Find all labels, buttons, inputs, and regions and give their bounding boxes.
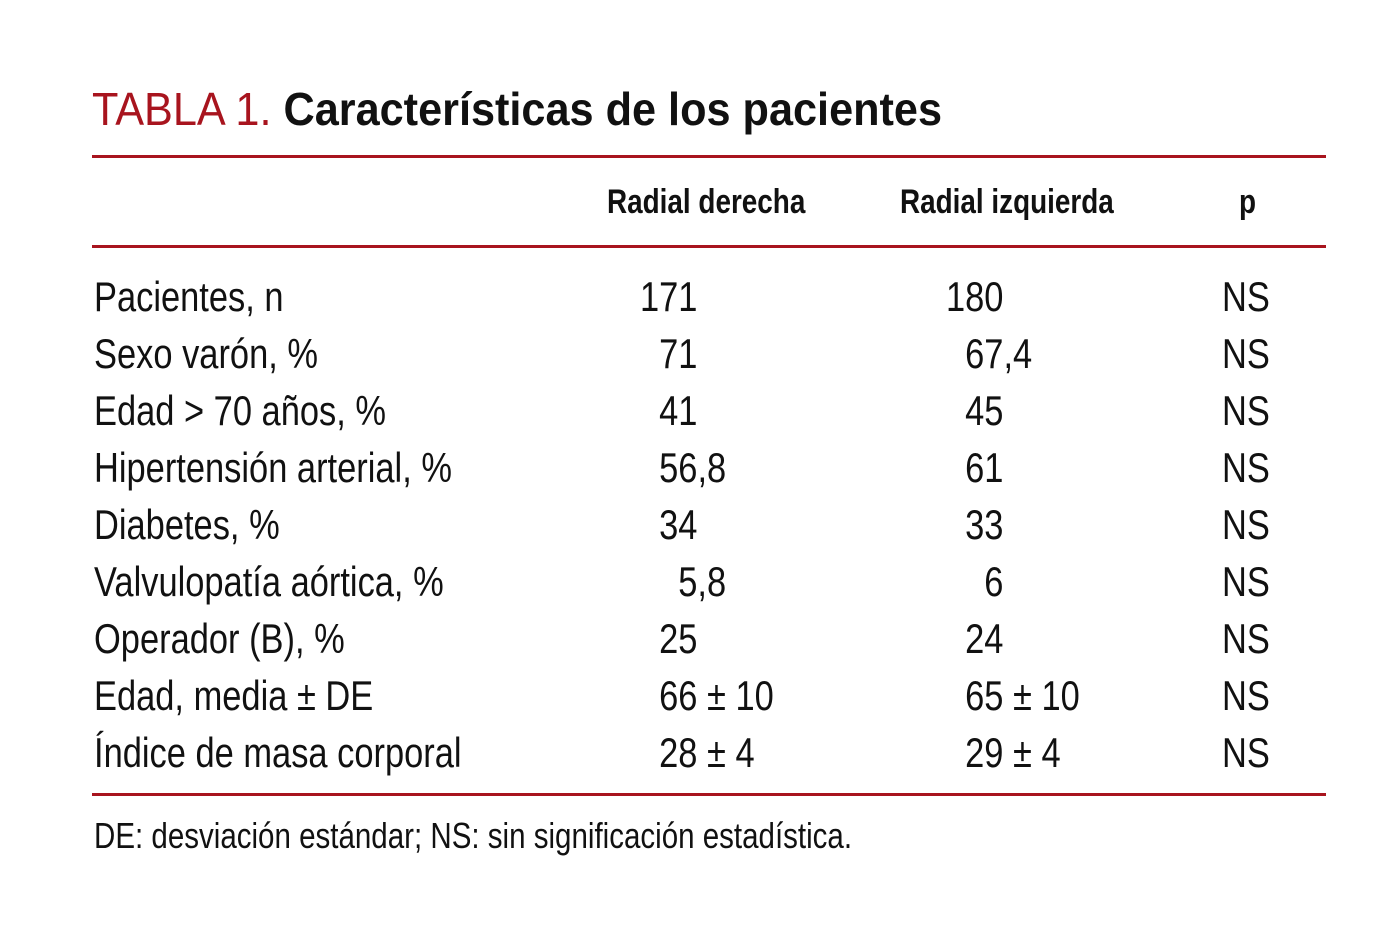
row-label: Valvulopatía aórtica, % [94, 558, 444, 605]
table-row [0, 498, 1373, 555]
table-title [92, 82, 942, 136]
row-label: Sexo varón, % [94, 330, 318, 377]
row-label: Diabetes, % [94, 501, 280, 548]
cell-radial-izquierda: 24 [946, 615, 1004, 662]
cell-radial-derecha: 56,8 [640, 444, 727, 491]
header-rule [92, 245, 1326, 248]
cell-p: NS [1222, 273, 1270, 320]
table-footnote: DE: desviación estándar; NS: sin significación estadística. [94, 815, 853, 856]
table-row [0, 726, 1373, 783]
table-row [0, 327, 1373, 384]
cell-p: NS [1222, 615, 1270, 662]
table-caption: Características de los pacientes [283, 83, 943, 135]
cell-p: NS [1222, 444, 1270, 491]
cell-radial-derecha: 41 [640, 387, 698, 434]
top-rule [92, 155, 1326, 158]
cell-radial-derecha: 5,8 [640, 558, 727, 605]
table-number: TABLA 1. [92, 83, 272, 135]
row-label: Pacientes, n [94, 273, 284, 320]
cell-radial-izquierda: 6 [946, 558, 1004, 605]
table-row [0, 384, 1373, 441]
row-label: Edad, media ± DE [94, 672, 374, 719]
cell-radial-derecha: 66 ± 10 [640, 672, 774, 719]
column-header-p: p [1239, 183, 1257, 221]
cell-radial-izquierda: 180 [946, 273, 1004, 320]
cell-p: NS [1222, 558, 1270, 605]
table-row [0, 555, 1373, 612]
column-header-radial-derecha: Radial derecha [607, 183, 806, 221]
row-label: Edad > 70 años, % [94, 387, 387, 434]
cell-p: NS [1222, 729, 1270, 776]
cell-radial-izquierda: 61 [946, 444, 1004, 491]
column-header-radial-izquierda: Radial izquierda [900, 183, 1114, 221]
cell-p: NS [1222, 330, 1270, 377]
table-row [0, 612, 1373, 669]
row-label: Operador (B), % [94, 615, 345, 662]
row-label: Índice de masa corporal [94, 729, 462, 776]
bottom-rule [92, 793, 1326, 796]
cell-radial-derecha: 71 [640, 330, 698, 377]
cell-p: NS [1222, 501, 1270, 548]
cell-radial-izquierda: 33 [946, 501, 1004, 548]
cell-radial-derecha: 28 ± 4 [640, 729, 755, 776]
cell-p: NS [1222, 387, 1270, 434]
cell-radial-derecha: 171 [640, 273, 698, 320]
cell-radial-izquierda: 29 ± 4 [946, 729, 1061, 776]
cell-p: NS [1222, 672, 1270, 719]
cell-radial-derecha: 25 [640, 615, 698, 662]
cell-radial-derecha: 34 [640, 501, 698, 548]
table-row [0, 669, 1373, 726]
cell-radial-izquierda: 67,4 [946, 330, 1033, 377]
row-label: Hipertensión arterial, % [94, 444, 452, 491]
cell-radial-izquierda: 65 ± 10 [946, 672, 1080, 719]
table-row [0, 441, 1373, 498]
cell-radial-izquierda: 45 [946, 387, 1004, 434]
table-row [0, 270, 1373, 327]
